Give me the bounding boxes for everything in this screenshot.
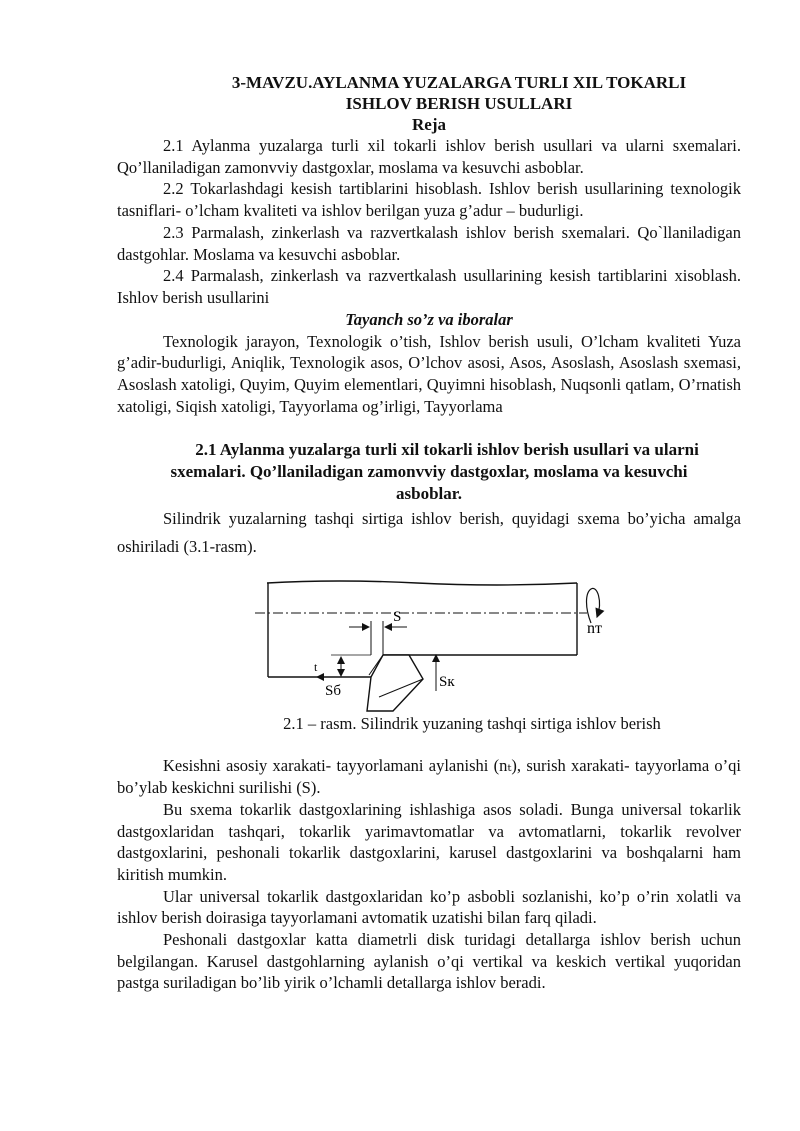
body-paragraph-4: Peshonali dastgoxlar katta diametrli disk turidagi detallarga ishlov berish uchun belgilangan. Karusel dastgohlarning aylanish o’qi vertikal va keskich vertikal yuqoridan pastga suriladigan bo’lib yirik o’lchamli detallarga ishlov beradi.: [117, 930, 741, 993]
rotation-arrow: [587, 589, 600, 624]
workpiece-top-edge: [267, 581, 577, 585]
intro-paragraph: Silindrik yuzalarning tashqi sirtiga ishlov berish, quyidagi sxema bo’yicha amalga oshiriladi (3.1-rasm).: [117, 509, 741, 557]
plan-item-4: 2.4 Parmalash, zinkerlash va razvertkalash usullarining kesish tartiblarini xisoblash. Ishlov berish usullarini: [117, 266, 741, 307]
body-paragraph-1: Kesishni asosiy xarakati- tayyorlamani aylanishi (nₜ), surish xarakati- tayyorlama o’qi bo’ylab keskichni surilishi (S).: [117, 756, 741, 798]
plan-heading: Reja: [412, 115, 446, 134]
turning-diagram-svg: [117, 563, 741, 713]
plan-item-3: 2.3 Parmalash, zinkerlash va razvertkalash ishlov berish sxemalari. Qo`llaniladigan dastgohlar. Moslama va kesuvchi asboblar.: [117, 222, 741, 264]
plan-item-2: 2.2 Tokarlashdagi kesish tartiblarini hisoblash. Ishlov berish usullarining texnologik tasniflari- o’lcham kvaliteti va ishlov berilgan yuza g’adur – budurligi.: [117, 179, 741, 221]
plan-item-1: 2.1 Aylanma yuzalarga turli xil tokarli ishlov berish usullari va ularni sxemalari. Qo’llaniladigan zamonvviy dastgoxlar, moslama va kesuvchi asboblar.: [117, 136, 741, 177]
label-nt: nт: [587, 620, 602, 638]
section-title: [117, 439, 741, 505]
title-line-2: ISHLOV BERISH USULLARI: [345, 94, 573, 113]
section-title-line-3: asboblar.: [396, 484, 462, 504]
section-title-line-1: 2.1 Aylanma yuzalarga turli xil tokarli ishlov berish usullari va ularni: [195, 440, 699, 460]
turning-diagram: [117, 563, 741, 713]
label-s: S: [393, 609, 402, 626]
figure-caption: 2.1 – rasm. Silindrik yuzaning tashqi sirtiga ishlov berish: [283, 714, 661, 734]
keywords-paragraph: Texnologik jarayon, Texnologik o’tish, Ishlov berish usuli, O’lcham kvaliteti Yuza g’adir-budurligi, Aniqlik, Texnologik asos, O’lchov asosi, Asos, Asoslash, Asoslash sxemasi, Asoslash xatoligi, Quyim, Quyim elementlari, Quyimni hisoblash, Nuqsonli qatlam, O’rnatish xatoligi, Siqish xatoligi, Tayyorlama og’irligi, Tayyorlama: [117, 331, 741, 416]
cutting-tool: [367, 655, 423, 711]
label-sk: Sк: [439, 674, 455, 691]
body-paragraph-2: Bu sxema tokarlik dastgoxlarining ishlashiga asos soladi. Bunga universal tokarlik dastgoxlaridan tashqari, tokarlik yarimavtomatlar va avtomatlarni, tokarlik revolver dastgoxlarini, peshonali tokarlik dastgoxlarini, karusel dastgoxlarini va boshqalarni ham kiritish mumkin.: [117, 799, 741, 884]
label-sb: Sб: [325, 683, 341, 700]
document-page: [117, 72, 741, 994]
keywords-heading: Tayanch so’z va iboralar: [345, 309, 513, 329]
section-title-line-2: sxemalari. Qo’llaniladigan zamonvviy dastgoxlar, moslama va kesuvchi: [170, 462, 688, 482]
title-line-1: 3-MAVZU.AYLANMA YUZALARGA TURLI XIL TOKARLI: [231, 73, 687, 92]
document-title: [117, 72, 741, 114]
label-t: t: [314, 660, 318, 675]
body-paragraph-3: Ular universal tokarlik dastgoxlaridan ko’p asbobli sozlanishi, ko’p o’rin xolatli va ishlov berish doirasiga tayyorlamani avtomatik uzatishi bilan farq qiladi.: [117, 886, 741, 928]
